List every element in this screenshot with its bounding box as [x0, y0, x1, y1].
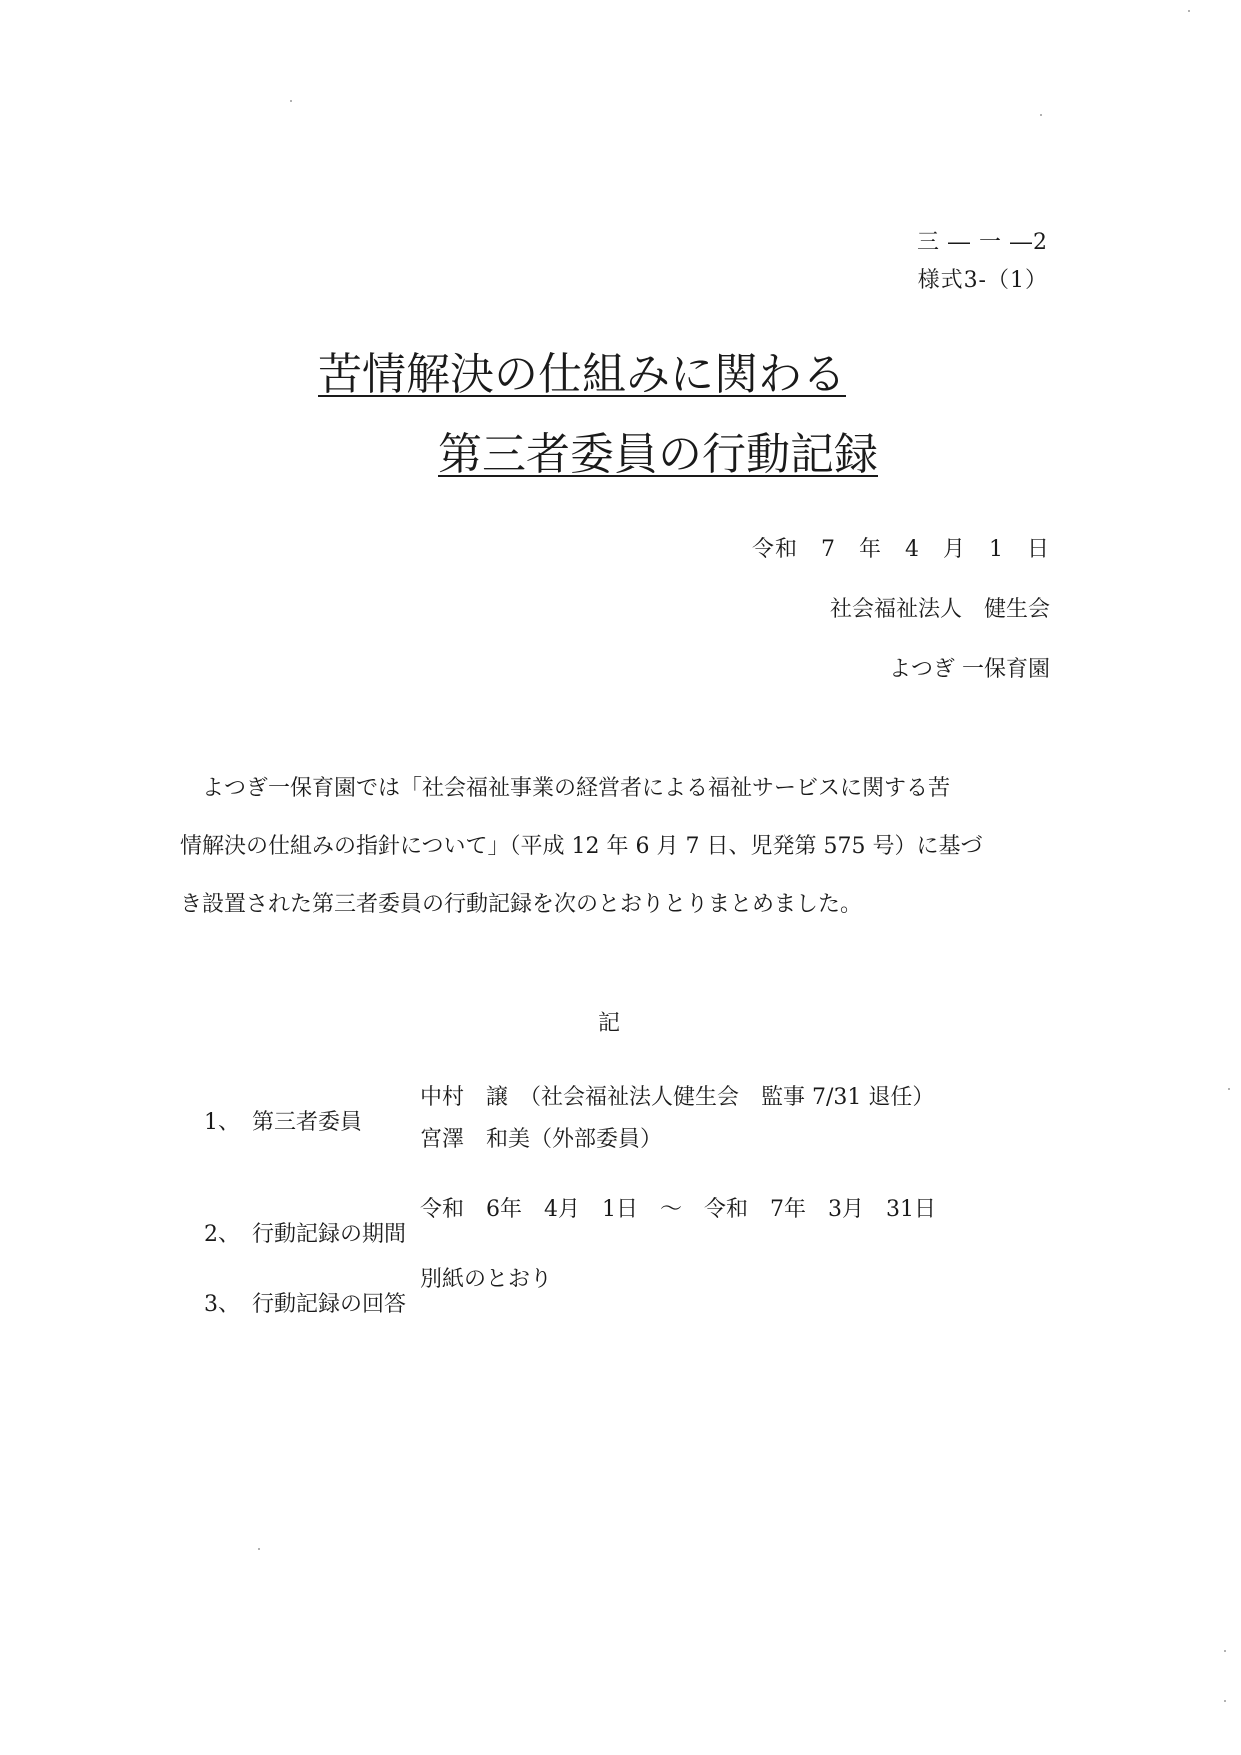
member-2: 宮澤 和美（外部委員）	[420, 1127, 663, 1152]
item-label: 行動記録の期間	[251, 1222, 406, 1247]
item-number: 2、	[203, 1222, 240, 1247]
body-line-1: よつぎ一保育園では「社会福祉事業の経営者による福祉サービスに関する苦	[202, 776, 951, 801]
record-mark: 記	[598, 1011, 621, 1036]
scan-speck	[1188, 10, 1190, 12]
record-period-value: 令和 6年 4月 1日 ～ 令和 7年 3月 31日	[420, 1197, 936, 1222]
scan-speck	[1040, 114, 1042, 116]
member-1: 中村 譲 （社会福祉法人健生会 監事 7/31 退任）	[420, 1085, 935, 1110]
scan-speck	[1224, 1650, 1226, 1652]
form-number: 様式3-（1）	[917, 268, 1048, 293]
school-name: よつぎ 一保育園	[889, 657, 1050, 682]
document-title-line-2: 第三者委員の行動記録	[438, 429, 878, 480]
scan-speck	[258, 1548, 260, 1550]
item-committee-members	[176, 1080, 362, 1161]
scan-speck	[290, 100, 292, 102]
item-number: 1、	[203, 1110, 240, 1135]
scan-speck	[1224, 1700, 1226, 1702]
record-answer-value: 別紙のとおり	[420, 1267, 553, 1292]
corporation-name: 社会福祉法人 健生会	[829, 597, 1050, 622]
form-reference	[917, 224, 1048, 300]
item-record-answer	[176, 1262, 406, 1343]
item-record-period	[176, 1192, 406, 1273]
item-label: 第三者委員	[251, 1110, 362, 1135]
item-number: 3、	[203, 1292, 240, 1317]
scan-speck	[1228, 1088, 1230, 1090]
document-title-line-1: 苦情解決の仕組みに関わる	[318, 349, 846, 400]
document-date: 令和 7 年 4 月 1 日	[752, 537, 1050, 562]
form-code: 三 ― 一 ―2	[917, 230, 1048, 255]
body-line-2: 情解決の仕組みの指針について」（平成 12 年 6 月 7 日、児発第 575 号）に基づ	[180, 834, 983, 859]
body-line-3: き設置された第三者委員の行動記録を次のとおりとりまとめました。	[180, 892, 863, 917]
body-paragraph	[180, 760, 1060, 934]
item-label: 行動記録の回答	[251, 1292, 406, 1317]
